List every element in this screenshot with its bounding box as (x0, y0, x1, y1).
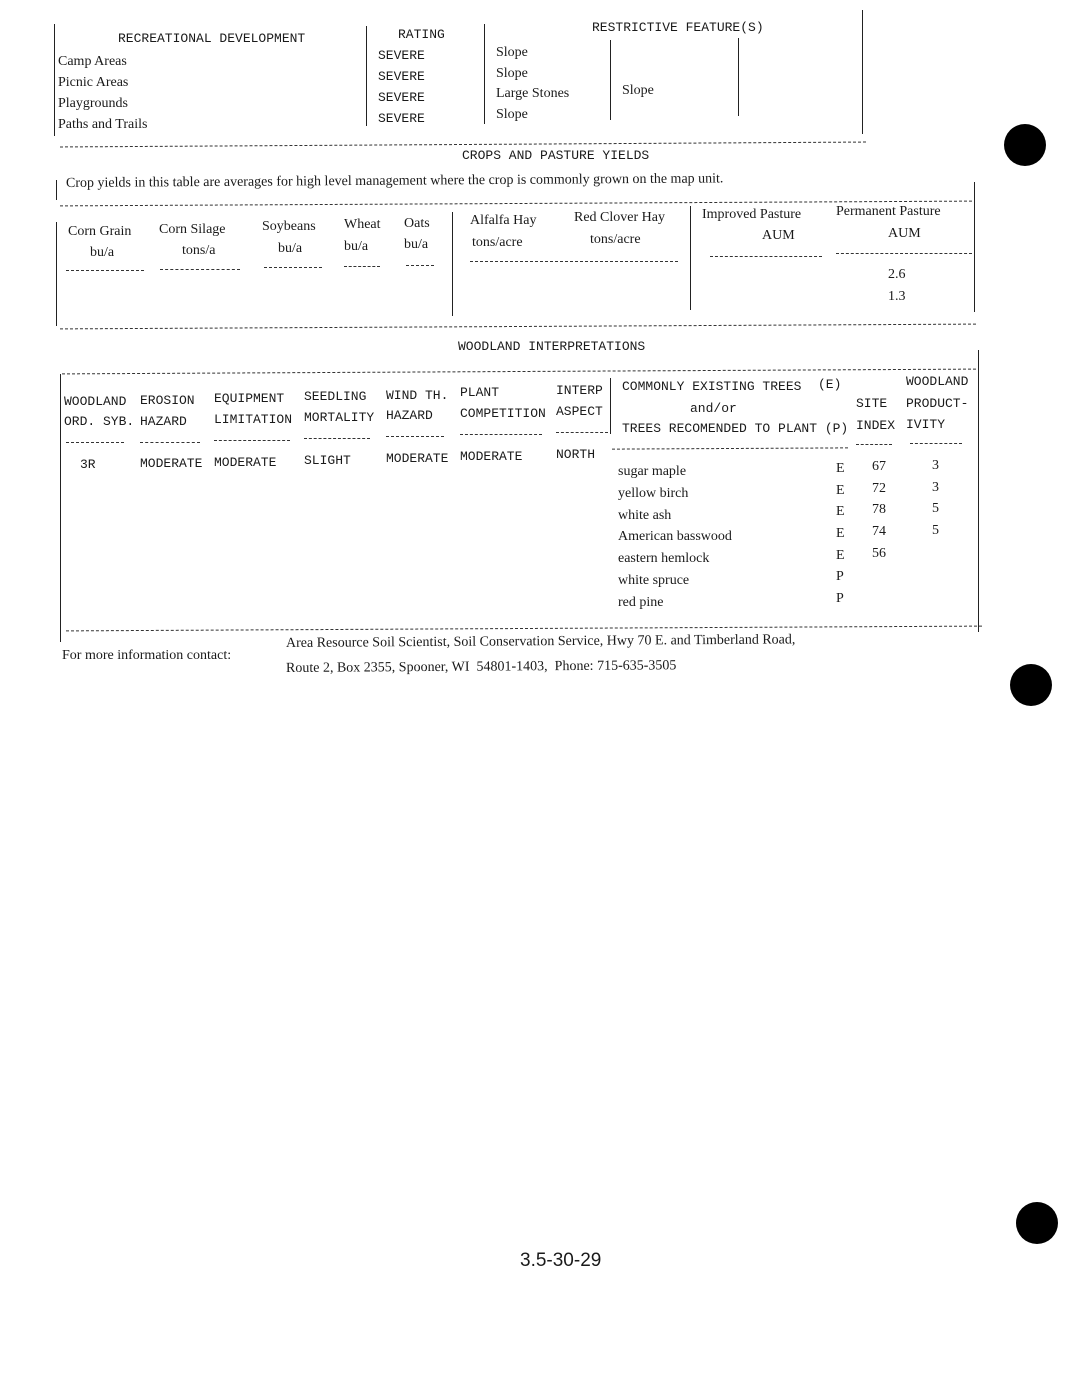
crop-column-name: Soybeans (262, 219, 316, 234)
recreation-row-name: Camp Areas (58, 54, 127, 69)
tree-site-index: 72 (872, 481, 886, 496)
recreation-row-feature-secondary: Slope (622, 83, 654, 98)
recreation-row-name: Playgrounds (58, 96, 128, 111)
woodland-header: PRODUCT- (906, 396, 969, 411)
section-divider (66, 626, 982, 632)
woodland-header: EROSION (140, 393, 195, 408)
crop-column-unit: bu/a (90, 245, 115, 260)
woodland-equipment-value: MODERATE (214, 455, 277, 470)
column-underline (386, 436, 444, 437)
tree-name: white ash (618, 508, 672, 523)
woodland-header: WOODLAND (906, 374, 969, 389)
woodland-header: and/or (690, 401, 737, 416)
column-underline (66, 442, 124, 443)
contact-label: For more information contact: (62, 648, 232, 663)
column-underline (910, 443, 962, 444)
crop-column-name: Improved Pasture (702, 207, 802, 222)
woodland-seedling-value: SLIGHT (304, 453, 351, 468)
woodland-aspect-value: NORTH (556, 447, 596, 462)
column-underline (160, 269, 240, 270)
column-header-development: RECREATIONAL DEVELOPMENT (118, 31, 306, 46)
tree-name: eastern hemlock (618, 551, 710, 566)
tree-name: American basswood (618, 529, 732, 544)
column-underline (140, 442, 200, 443)
woodland-header: HAZARD (140, 414, 187, 429)
tree-name: white spruce (618, 573, 690, 588)
column-underline (214, 440, 290, 441)
woodland-header: WOODLAND (64, 394, 127, 409)
woodland-header: TREES RECOMENDED TO PLANT (P) (622, 421, 849, 436)
column-underline (344, 266, 380, 267)
crop-column-name: Permanent Pasture (836, 204, 941, 219)
column-underline (470, 261, 678, 262)
table-border (862, 10, 863, 134)
recreation-row-name: Picnic Areas (58, 75, 129, 90)
woodland-header: COMPETITION (460, 406, 546, 421)
crop-column-unit: tons/a (182, 243, 216, 258)
table-border (452, 212, 453, 316)
tree-site-index: 78 (872, 502, 886, 517)
tree-code: E (836, 483, 845, 498)
crop-column-name: Red Clover Hay (574, 210, 665, 225)
woodland-header: EQUIPMENT (214, 391, 285, 406)
column-underline (460, 434, 542, 435)
crops-note: Crop yields in this table are averages for high level management where the crop is commonly grown on the map unit. (65, 171, 724, 191)
crop-column-unit: bu/a (278, 241, 303, 256)
column-header-rating: RATING (398, 27, 445, 42)
column-underline (406, 265, 434, 266)
tree-productivity: 3 (932, 458, 939, 473)
tree-code: E (836, 504, 845, 519)
tree-code: E (836, 526, 845, 541)
column-underline (556, 432, 608, 433)
woodland-header: ORD. SYB. (64, 414, 135, 429)
permanent-pasture-value: 1.3 (888, 289, 906, 304)
column-underline (836, 253, 972, 254)
table-border (56, 222, 57, 326)
column-underline (66, 270, 144, 271)
woodland-header: (E) (818, 377, 842, 392)
tree-code: E (836, 548, 845, 563)
crop-column-unit: AUM (762, 228, 795, 243)
crop-column-name: Corn Grain (68, 224, 132, 239)
column-header-restrictive: RESTRICTIVE FEATURE(S) (592, 20, 764, 35)
woodland-erosion-value: MODERATE (140, 456, 203, 471)
recreation-row-rating: SEVERE (378, 111, 425, 126)
tree-site-index: 74 (872, 524, 886, 539)
tree-code: P (836, 569, 844, 584)
table-border (366, 26, 367, 126)
crop-column-unit: tons/acre (590, 232, 641, 247)
crop-column-name: Alfalfa Hay (470, 213, 537, 228)
contact-line-2: Route 2, Box 2355, Spooner, WI 54801-1403, Phone: 715-635-3505 (285, 658, 677, 676)
tree-name: red pine (618, 595, 664, 610)
permanent-pasture-value: 2.6 (888, 267, 906, 282)
woodland-ord-value: 3R (80, 457, 96, 472)
table-border (610, 40, 611, 120)
recreation-row-feature: Slope (496, 107, 528, 122)
punch-hole-middle (1010, 664, 1052, 706)
table-border (690, 206, 691, 310)
woodland-header: IVITY (906, 417, 946, 432)
recreation-row-rating: SEVERE (378, 48, 425, 63)
tree-code: P (836, 591, 844, 606)
column-underline (710, 256, 822, 257)
tree-name: sugar maple (618, 464, 687, 479)
woodland-header: LIMITATION (214, 412, 293, 427)
crop-column-unit: tons/acre (472, 235, 523, 250)
recreation-row-rating: SEVERE (378, 69, 425, 84)
woodland-header: INTERP (556, 383, 603, 398)
tree-site-index: 67 (872, 459, 886, 474)
column-underline (304, 438, 370, 439)
woodland-header: HAZARD (386, 408, 433, 423)
contact-line-1: Area Resource Soil Scientist, Soil Conservation Service, Hwy 70 E. and Timberland Road, (285, 632, 796, 651)
tree-productivity: 5 (932, 523, 939, 538)
woodland-header: PLANT (460, 385, 500, 400)
recreation-row-rating: SEVERE (378, 90, 425, 105)
tree-productivity: 5 (932, 501, 939, 516)
crop-column-unit: bu/a (404, 237, 429, 252)
woodland-header: SITE (856, 396, 888, 411)
crop-column-name: Wheat (344, 217, 381, 232)
table-border (974, 182, 975, 312)
woodland-wind-value: MODERATE (386, 451, 449, 466)
column-underline (856, 444, 892, 445)
page-number: 3.5-30-29 (520, 1250, 602, 1271)
woodland-header: COMMONLY EXISTING TREES (622, 379, 802, 394)
section-divider (60, 142, 866, 148)
table-border (60, 374, 61, 642)
crop-column-name: Corn Silage (159, 222, 226, 237)
column-underline (612, 447, 848, 449)
tree-productivity: 3 (932, 480, 939, 495)
recreation-row-feature: Large Stones (496, 86, 570, 101)
tree-code: E (836, 461, 845, 476)
recreation-row-feature: Slope (496, 45, 528, 60)
woodland-header: INDEX (856, 418, 896, 433)
section-title-woodland: WOODLAND INTERPRETATIONS (458, 339, 646, 354)
table-border (978, 350, 979, 632)
tree-name: yellow birch (618, 486, 689, 501)
recreation-row-name: Paths and Trails (58, 117, 148, 132)
woodland-header: WIND TH. (386, 388, 449, 403)
column-underline (264, 267, 322, 268)
table-border (610, 378, 611, 434)
punch-hole-bottom (1016, 1202, 1058, 1244)
section-title-crops: CROPS AND PASTURE YIELDS (462, 148, 650, 163)
section-divider (60, 324, 976, 330)
punch-hole-top (1004, 124, 1046, 166)
table-border (56, 180, 57, 200)
woodland-header: ASPECT (556, 404, 603, 419)
crop-column-unit: AUM (888, 226, 921, 241)
table-border (738, 38, 739, 116)
recreation-row-feature: Slope (496, 66, 528, 81)
woodland-plant-value: MODERATE (460, 449, 523, 464)
table-border (484, 24, 485, 124)
tree-site-index: 56 (872, 546, 886, 561)
section-divider (62, 369, 976, 375)
woodland-header: MORTALITY (304, 410, 375, 425)
crop-column-name: Oats (404, 216, 430, 231)
crop-column-unit: bu/a (344, 239, 369, 254)
table-border (54, 24, 55, 136)
woodland-header: SEEDLING (304, 389, 367, 404)
